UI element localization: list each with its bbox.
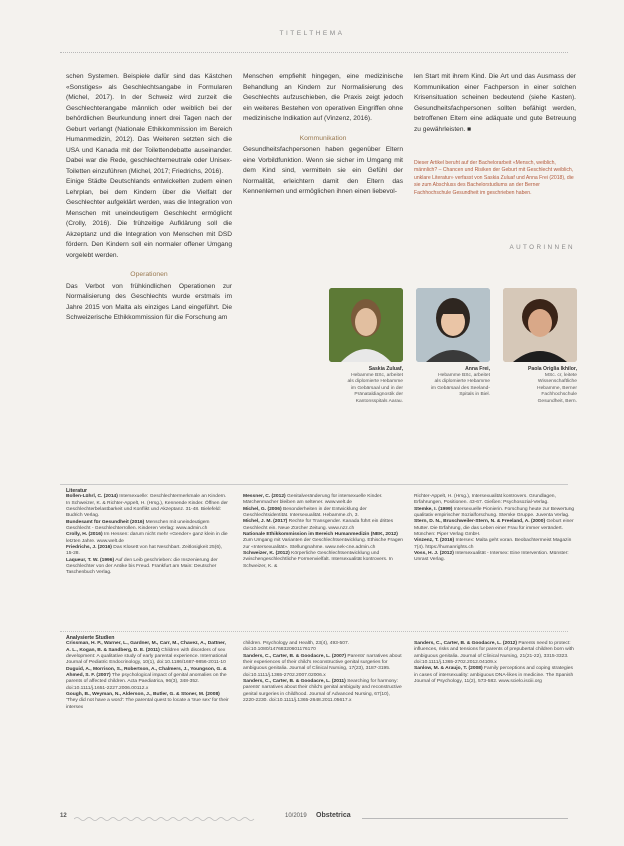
reference-entry: Friedrichs, J. (2016) Das Klosett von hat Neschbart. Zeitlosigkeit 25(6), 15-28. [66,545,223,557]
study-entry: Gough, B., Weyman, N., Alderson, J., Butler, G. & Stoner, M. (2008) 'They did not have a word': The parental quest to locate a 'true sex' for their intersex [66,692,229,710]
footer-rule [362,818,568,819]
reference-entry: Richter-Appelt, H. (Hrsg.), Intersexualität kontrovers. Grundlagen, Erfahrungen, Positionen. 43-67. Gießen: Psychosozial-Verlag. [414,494,556,506]
reference-entry: Stern, D. N., Bruschweiler-Stern, N. & Freeland, A. (2000) Geburt einer Mutter. Die Erfahrung, die das Leben einer Frau für immer verändert. München: Piper Verlag GmbH. [414,519,574,538]
subhead-operationen: Operationen [130,271,168,278]
studies-divider [60,631,568,632]
literature-column-1 [66,488,230,577]
studies-column-3 [414,641,576,685]
author-name-1: Saskia Zuluaf, [368,366,403,372]
literature-column-3 [414,494,576,564]
literature-column-2 [243,494,403,570]
author-name-3: Paola Origlia Ikhilor, [528,366,577,372]
author-photo-3 [503,288,577,362]
reference-entry: Laqueur, T. W. (1996) Auf den Leib geschrieben: die Inszenierung der Geschlechter von der Antike bis Freud. Frankfurt am Main: Deutscher Taschenbuch Verlag. [66,557,218,576]
studies-heading: Analysierte Studien [66,635,115,641]
reference-entry: Bundesamt für Gesundheit (2016) Menschen mit uneindeutigem Geschlecht - Geschlechterrollen. Kinderen Verlag: www.admin.ch [66,519,210,532]
literature-heading: Literatur [66,488,88,494]
study-entry: Sanders, C., Carter, B. & Goodacre, L. (2011) Searching for harmony: parents' narratives about their child's genital ambiguity and reconstructive genital surgeries in childhood. Journal of Advanced Nursing, 67(10), 2220-2230. doi:10.1111/j.1365-2648.2011.05617.x [243,679,402,704]
magazine-name: Obstetrica [316,812,351,819]
article-note: Dieser Artikel beruht auf der Bachelorarbeit «Mensch, weiblich, männlich? – Chancen und Risiken der Geburt mit Geschlecht weiblich, unklare Literatur» verfasst von Saskia Zuluaf und Anna Frei (2018), die sie zum Abschluss des Bachelorstudiums an der Berner Fachhochschule Gesundheit im geschrieben haben. [414,160,574,196]
page-number: 12 [60,813,67,819]
reference-entry: Schweizer, K. (2012) Körperliche Geschlechtsentwicklung und zwischengeschlechtliche Formenvielfalt. Intersexualität kontrovers. In Schweizer, K. & [243,551,393,569]
author-name-2: Anna Frei, [465,366,490,372]
study-entry: Duguid, A., Morrison, S., Robertson, A., Chalmers, J., Youngson, G. & Ahmed, S. F. (2007) The psychological impact of genital anomalies on the parents of affected children. Acta Paediatrica, 96(3), 348-352. doi:10.1111/j.1651-2227.2006.00112.x [66,666,227,691]
reference-entry: Voss, H. J. (2012) Intersexualität - Intersex: Eine Intervention. Münster: Unrast Verlag. [414,551,569,563]
study-entry: Sanders, C., Carter, B. & Goodacre, L. (2012) Parents need to protect: influences, risks and tensions for parents of prepubertal children born with ambiguous genitalia. Journal of Clinical Nursing, 21(21-22), 3315-3323. doi:10.1111/j.1365-2702.2012.04109.x [414,641,574,666]
reference-entry: Michel, G. (2006) Besonderheiten in der Entwicklung der Geschlechtsidentität. Intersexualität. Hebamme.ch, 3. [243,506,367,519]
section-header: TITELTHEMA [279,30,345,37]
issue-number: 10/2019 [285,813,307,819]
subhead-kommunikation: Kommunikation [299,134,347,142]
reference-entry: Stemke, I. (1999) Intersexuelle Pionierin. Forschung heute zur Bewertung qualitativ empirischer Sozialforschung. Stemke Gruppe. Juventa Verlag. [414,506,575,519]
col1-paragraph-3: Das Verbot von frühkindlichen Operationen zur Normalisierung des Geschlechts wurde erstmals im Jahre 2015 von Malta als einziges Land eingeführt. Die Schweizerische Ethikkommission für die Forschung am [66,282,232,321]
studies-column-2 [243,641,403,704]
reference-entry: Vinzenz, T. (2016) Intersex: Malta geht voran. Beobachtermeist Magazin 7(4). https://humanrights.ch [414,538,572,550]
reference-entry: Crolly, H. (2016) Im Hessen: darum nicht mehr «Gender» ganz klein in die letzten Jahre. www.welt.de [66,532,228,544]
study-entry: Sanders, C., Carter, B. & Goodacre, L. (2007) Parents' narratives about their experiences of their child's reconstructive genital surgeries for ambiguous genitalia. Journal of Clinical Nursing, 17(23), 3187-3195. doi:10.1111/j.1365-2702.2007.02006.x [243,653,402,678]
article-column-1 [66,72,232,324]
author-caption-1: Saskia Zuluaf, Hebamme BSc, arbeitet als diplomierte Hebamme im Gebärsaal und in der Pränataldiagnostik der Kantonsspitals Aarau. [315,366,403,406]
reference-entry: Nationale Ethikkommission im Bereich Humanmedizin (NEK, 2012) Zum Umgang mit Varianten der Geschlechtsentwicklung. Ethische Fragen zur «Intersexualität». Stellungnahme. www.nek-cne.admin.ch [243,532,404,550]
studies-column-1 [66,635,230,711]
portrait-3-icon [503,288,577,362]
reference-entry: Bollen-Lührl, C. (2014) Intersexuelle: Geschlechtermerkmale an Kindern. In Schweizer, K. & Richter-Appelt, H. (Hrsg.), Kennende Kinder. Öffnen der Geschlechterbelastbarkeit und Konflikt und Akzeptanz. 31-48. Bielefeld: Budrich Verlag. [66,494,228,519]
portrait-2-icon [416,288,490,362]
study-entry: Sanlow, M. & Araujo, T. (2008) Family perceptions and coping strategies in cases of intersexuality: ambiguous DNA-likes in medicine. The Spanish Journal of Psychology, 11(2), 573-582. www.scielo.isciii.org [414,666,574,685]
author-caption-2: Anna Frei, Hebamme BSc, arbeitet als diplomierte Hebamme im Gebärsaal des Seeland- Spitals in Biel. [402,366,490,399]
author-caption-3: Paola Origlia Ikhilor, MSc. cr, leitete Wissenschaftliche Hebamme, Berner Fachhochschule Gesundheit, Bern. [489,366,577,406]
col3-paragraph-1: len Start mit ihrem Kind. Die Art und das Ausmass der Kommunikation einer Fachperson in einer solchen Krisensituation scheinen bedeutend (siehe Kasten). Gesundheitsfachpersonen sollten befähigt werden, betroffenen Eltern eine adäquate und gute Betreuung zu gewährleisten. ■ [414,73,576,133]
top-divider [60,52,568,53]
col1-paragraph-1: schen Systemen. Beispiele dafür sind das Kästchen «Sonstiges» als Geschlechtsangabe in Formularen (Michel, 2017). In der Schweiz wird zurzeit die Geschlechterangabe männlich oder weiblich bei der behördlichen Beurkundung innert drei Tagen nach der Geburt verlangt (Nationale Ethikkommission im Bereich Humanmedizin, 2012). Das Weiteren setzten sich die USA und Kanada mit der Toilettendebatte auseinander. Dabei war die Rede, geschlechterneutrale oder Unisex-Toiletten einzuführen (Michel, 2017; Friedrichs, 2016). [66,73,232,175]
author-photo-2 [416,288,490,362]
article-column-2 [243,72,403,198]
references-divider [60,484,568,485]
col2-paragraph-1: Menschen empfiehlt hingegen, eine medizinische Behandlung an Kindern zur Normalisierung des Geschlechts aufzuschieben, die Praxis zeigt jedoch ein weiteres Bestehen von operativen Eingriffen ohne medizinische Indikation auf (Vinzenz, 2016). [243,73,403,122]
col1-paragraph-2: Einige Städte Deutschlands entwickelten zudem einen Lehrplan, bei dem Kindern über die Vielfalt der Geschlechter aufgeklärt werden, was die Integration von Menschen mit uneindeutigem Geschlecht ermöglicht (Crolly, 2016). Die frühzeitige Aufklärung soll die Akzeptanz und die Integration von Menschen mit DSD fördern. Den Kindern soll ein normaler offener Umgang vorgelebt werden. [66,178,232,259]
col2-paragraph-2: Gesundheitsfachpersonen haben gegenüber Eltern eine Vorbildfunktion. Wenn sie sicher im Umgang mit dem Kind sind, vermitteln sie ein Gefühl der Normalität, erleichtern damit den Eltern das Kennenlernen und ermöglichen ihnen einen liebevol- [243,146,403,195]
authors-heading: AUTORINNEN [509,244,575,251]
reference-entry: Michel, J. M. (2017) Rechte für Transgender. Kanada führt ein drittes Geschlecht ein. Neue Zürcher Zeitung. www.nzz.ch [243,519,394,531]
portrait-1-icon [329,288,403,362]
reference-entry: Messner, C. (2012) Genitalveränderung für intersexuelle Kinder. Märchenmacher bleiben am seltener. www.welt.de [243,494,383,506]
study-entry: Crissman, H. P., Warner, L., Gardner, M., Carr, M., Chavez, A., Dattner, A. L., Kogan, B. & Sandberg, D. E. (2011) Children with disorders of sex development: A qualitative study of early parental experience. International Journal of Pediatric Endocrinology, 10(1), doi:10.1186/1687-9856-2011-10 [66,641,228,666]
wave-decoration-icon [74,816,256,822]
article-column-3 [414,72,576,135]
page-footer [60,813,568,825]
author-photo-1 [329,288,403,362]
study-entry: children. Psychology and Health, 23(4), 493-507. doi:10.1080/14768320601176170 [243,641,350,653]
